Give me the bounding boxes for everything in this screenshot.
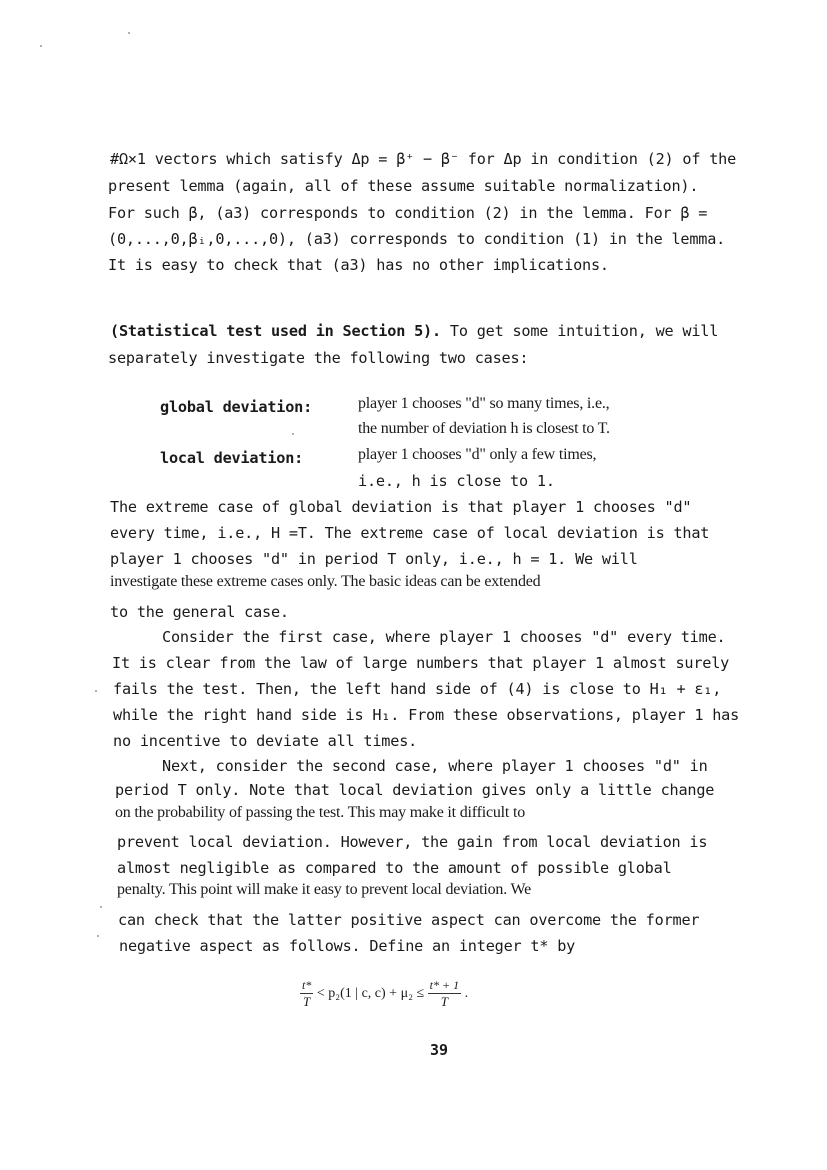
formula-right-numerator: t* + 1 (429, 978, 460, 992)
para2-line-4: investigate these extreme cases only. The basic ideas can be extended (110, 573, 541, 590)
para4-line-3: on the probability of passing the test. This may make it difficult to (115, 804, 525, 821)
para1-line-1: #Ω×1 vectors which satisfy Δp = β⁺ − β⁻ for Δp in condition (2) of the (110, 150, 737, 168)
inequality-formula (300, 978, 590, 1018)
para4-line-8: negative aspect as follows. Define an integer t* by (119, 937, 576, 955)
para4-line-5: almost negligible as compared to the amount of possible global (117, 859, 672, 877)
para3-line-1: Consider the first case, where player 1 chooses "d" every time. (162, 628, 726, 646)
para4-line-4: prevent local deviation. However, the gain from local deviation is (117, 833, 708, 851)
local-deviation-def-2: i.e., h is close to 1. (358, 472, 555, 490)
section-intro: To get some intuition, we will (449, 322, 719, 340)
para2-line-2: every time, i.e., H =T. The extreme case of local deviation is that (110, 524, 710, 542)
formula-right-fraction (428, 978, 461, 1010)
formula-left-fraction (300, 978, 313, 1010)
scan-speck (40, 45, 42, 47)
para3-line-5: no incentive to deviate all times. (113, 732, 418, 750)
para4-line-1: Next, consider the second case, where player 1 chooses "d" in (162, 757, 708, 775)
para1-line-4: (0,...,0,βᵢ,0,...,0), (a3) corresponds to condition (1) in the lemma. (108, 230, 726, 248)
scan-speck (97, 935, 99, 937)
section-line-1 (110, 322, 718, 340)
para3-line-2: It is clear from the law of large numbers that player 1 almost surely (112, 654, 730, 672)
para1-line-2: present lemma (again, all of these assume suitable normalization). (108, 177, 699, 195)
para3-line-3: fails the test. Then, the left hand side of (4) is close to H₁ + ε₁, (113, 680, 722, 698)
para4-line-7: can check that the latter positive aspect can overcome the former (118, 911, 700, 929)
para2-line-5: to the general case. (110, 603, 289, 621)
section-heading: (Statistical test used in Section 5). (110, 322, 441, 340)
para2-line-1: The extreme case of global deviation is that player 1 chooses "d" (110, 498, 692, 516)
page-number: 39 (430, 1041, 449, 1059)
formula-right-denominator: T (440, 994, 448, 1009)
formula-end: . (464, 986, 469, 1002)
section-line-2: separately investigate the following two cases: (108, 349, 529, 367)
global-deviation-term: global deviation: (160, 398, 313, 416)
para1-line-3: For such β, (a3) corresponds to condition (2) in the lemma. For β = (108, 204, 708, 222)
para3-line-4: while the right hand side is H₁. From these observations, player 1 has (113, 706, 740, 724)
formula-middle: < p₂(1 | c, c) + μ₂ ≤ (316, 986, 425, 1002)
global-deviation-def-2: the number of deviation h is closest to T. (358, 420, 610, 437)
scan-speck (292, 433, 294, 435)
para1-line-5: It is easy to check that (a3) has no other implications. (108, 256, 609, 274)
para4-line-6: penalty. This point will make it easy to prevent local deviation. We (117, 881, 532, 898)
global-deviation-def-1: player 1 chooses "d" so many times, i.e., (358, 395, 610, 412)
scan-speck (95, 690, 97, 692)
formula-left-numerator: t* (302, 978, 312, 992)
scan-speck (100, 906, 102, 908)
para2-line-3: player 1 chooses "d" in period T only, i.e., h = 1. We will (110, 550, 638, 568)
scan-speck (128, 32, 130, 34)
formula-left-denominator: T (303, 994, 311, 1009)
para4-line-2: period T only. Note that local deviation gives only a little change (115, 781, 715, 799)
local-deviation-term: local deviation: (160, 449, 304, 467)
local-deviation-def-1: player 1 chooses "d" only a few times, (358, 446, 597, 463)
